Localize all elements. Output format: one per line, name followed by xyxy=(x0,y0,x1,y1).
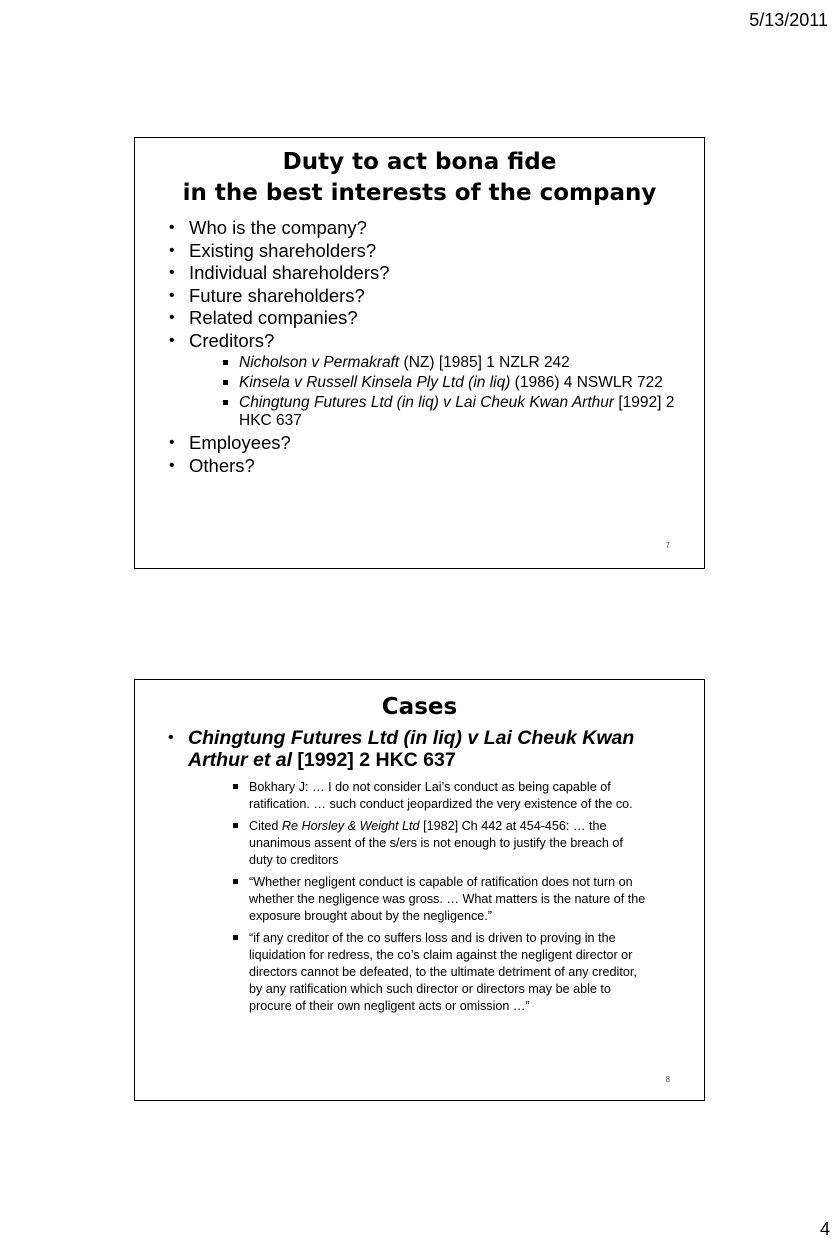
list-item: • Related companies? xyxy=(169,307,358,328)
list-item: • Others? xyxy=(169,454,255,476)
square-bullet-icon xyxy=(233,935,238,940)
bullet-icon: • xyxy=(169,434,175,451)
quote-item: “if any creditor of the co suffers loss and is driven to proving in the liquidation for redress, the co’s claim against the negligent director or directors cannot be defeated, to the ultimate detriment of any creditor, by any ratification which such director or directors may be able to procure of their own negligent acts or omission …” xyxy=(233,930,646,1015)
square-bullet-icon xyxy=(233,784,238,789)
bullet-icon: • xyxy=(169,286,175,304)
case-item xyxy=(223,354,704,372)
case-citation: (1986) 4 NSWLR 722 xyxy=(510,374,663,391)
list-item: • Employees? xyxy=(169,432,291,453)
slide-7 xyxy=(134,137,705,569)
case-name: Nicholson v Permakraft xyxy=(239,354,400,371)
list-item: • Future shareholders? xyxy=(169,284,365,306)
bullet-list xyxy=(135,217,704,477)
square-bullet-icon xyxy=(223,360,228,365)
bullet-icon: • xyxy=(169,331,175,349)
list-item-creditors: • Creditors? Nicholson v Permakraft (NZ) [1985] 1 NZLR 242 Kinsela v Russell Kinsela Ply Ltd (in liq) (1986) 4 NSWLR 722 Chingtung Futures Ltd (in liq) v Lai Cheuk Kwan Arthur [1992] 2 HKC 637 xyxy=(167,330,704,431)
quote-item: Cited Re Horsley & Weight Ltd [1982] Ch 442 at 454-456: … the unanimous assent of the s/ers is not enough to justify the breach of duty to creditors xyxy=(233,818,646,869)
slide-number: 8 xyxy=(665,1075,670,1084)
slide-title-line2: in the best interests of the company xyxy=(182,180,657,206)
list-item: • Existing shareholders? xyxy=(169,239,377,261)
quote-sublist xyxy=(188,779,674,1015)
slide-8 xyxy=(134,679,705,1101)
list-item: • Who is the company? xyxy=(169,217,367,238)
square-bullet-icon xyxy=(233,823,238,828)
square-bullet-icon xyxy=(223,400,228,405)
page-date: 5/13/2011 xyxy=(749,10,828,30)
case-citation: (NZ) [1985] 1 NZLR 242 xyxy=(399,354,570,371)
case-citation: [1992] 2 HKC 637 xyxy=(239,394,675,429)
case-item xyxy=(223,394,704,430)
bullet-icon: • xyxy=(169,309,175,326)
list-item: • Individual shareholders? xyxy=(169,262,390,283)
case-name: Chingtung Futures Ltd (in liq) v Lai Cheuk Kwan Arthur xyxy=(239,394,615,411)
page-number: 4 xyxy=(819,1219,830,1239)
square-bullet-icon xyxy=(233,879,238,884)
quote-item: Bokhary J: … I do not consider Lai’s conduct as being capable of ratification. … such conduct jeopardized the very existence of the co. xyxy=(233,779,646,813)
slide-title: Cases xyxy=(381,694,458,720)
case-citation: [1992] 2 HKC 637 xyxy=(292,749,456,771)
quote-item: “Whether negligent conduct is capable of ratification does not turn on whether the negligence was gross. … What matters is the nature of the exposure brought about by the negligence.” xyxy=(233,874,646,925)
bullet-icon: • xyxy=(169,241,175,259)
bullet-icon: • xyxy=(169,219,175,236)
square-bullet-icon xyxy=(223,380,228,385)
slide-title-line1: Duty to act bona fide xyxy=(282,149,557,175)
case-sublist xyxy=(189,354,704,430)
case-heading-item xyxy=(168,727,674,1015)
bullet-icon: • xyxy=(169,264,175,281)
slide-number: 7 xyxy=(665,541,670,550)
bullet-list xyxy=(135,727,704,1015)
bullet-icon: • xyxy=(168,729,174,746)
slide-title xyxy=(135,147,704,209)
case-name: Re Horsley & Weight Ltd xyxy=(281,819,420,833)
bullet-icon: • xyxy=(169,456,175,474)
case-name: Kinsela v Russell Kinsela Ply Ltd (in liq) xyxy=(239,374,511,391)
case-name: Chingtung Futures Ltd (in liq) v Lai Cheuk Kwan Arthur et al xyxy=(188,727,635,771)
case-item xyxy=(223,374,704,392)
